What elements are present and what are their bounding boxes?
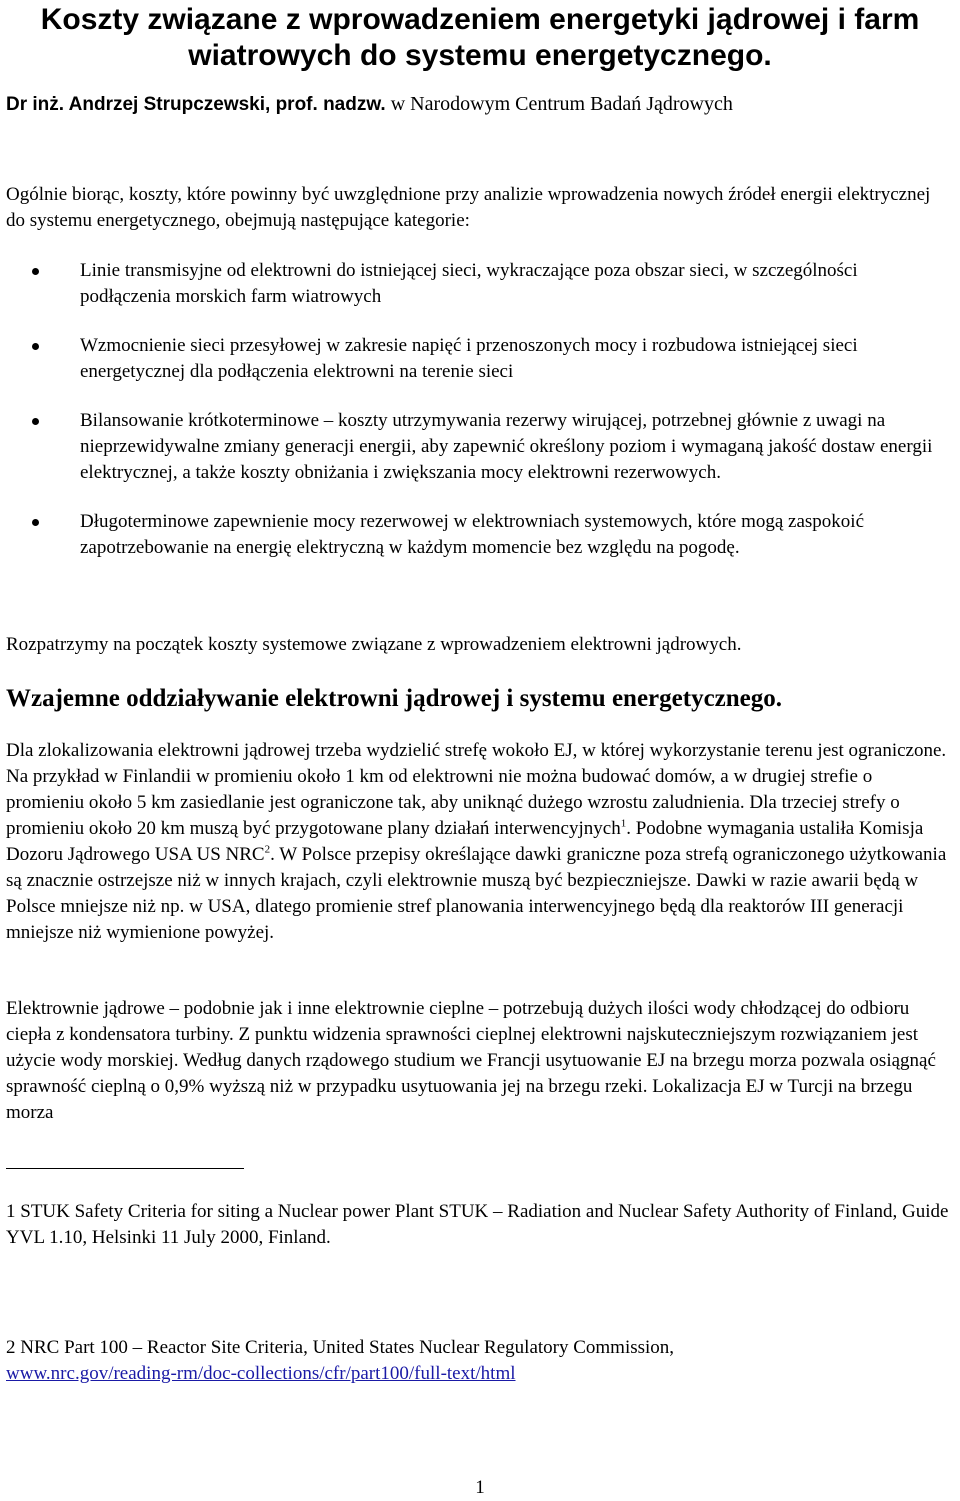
intro-paragraph: Ogólnie biorąc, koszty, które powinny być uwzględnione przy analizie wprowadzenia nowych źródeł energii elektrycznej do systemu energetycznego, obejmują następujące kategorie: [6,184,931,231]
author-affiliation: w Narodowym Centrum Badań Jądrowych [385,93,733,115]
author-line [6,92,733,117]
page-number: 1 [475,1477,485,1498]
list-item [0,333,950,385]
footnote-ref-1[interactable]: 1 [620,817,627,830]
paragraph-text: . W Polsce przepisy określające dawki graniczne poza strefą ograniczonego użytkowania są znacznie ostrzejsze niż w innych krajach, czyli elektrownie muszą być bezpieczniejsze. Dawki w razie awarii będą w Polsce mniejsze niż np. w USA, dlatego promienie stref planowania interwencyjnego będą dla reaktorów III generacji mniejsze niż wymienione powyżej. [6,844,947,943]
list-item [0,509,950,561]
bullet-icon [32,418,39,425]
footnote-divider [6,1168,244,1169]
list-item-text: Długoterminowe zapewnienie mocy rezerwowej w elektrowniach systemowych, które mogą zaspokoić zapotrzebowanie na energię elektryczną w każdym momencie bez względu na pogodę. [80,511,865,558]
list-item [0,258,950,310]
paragraph-text: . Podobne wymagania ustaliła Komisja Dozoru Jądrowego USA US NRC [6,818,924,865]
list-item-text: Wzmocnienie sieci przesyłowej w zakresie napięć i przenoszonych mocy i rozbudowa istniejącej sieci energetycznej dla podłączenia elektrowni na terenie sieci [80,335,858,382]
list-item-text: Linie transmisyjne od elektrowni do istniejącej sieci, wykraczające poza obszar sieci, w szczególności podłączenia morskich farm wiatrowych [80,260,858,307]
bullet-icon [32,268,39,275]
list-item [0,408,950,486]
footnote-1: 1 STUK Safety Criteria for siting a Nuclear power Plant STUK – Radiation and Nuclear Safety Authority of Finland, Guide YVL 1.10, Helsinki 11 July 2000, Finland. [6,1201,949,1248]
paragraph-text: Dla zlokalizowania elektrowni jądrowej trzeba wydzielić strefę wokoło EJ, w której wykorzystanie terenu jest ograniczone. Na przykład w Finlandii w promieniu około 1 km od elektrowni nie można budować domów, a w drugiej strefie o promieniu około 5 km zasiedlanie jest ograniczone tak, aby uniknąć dużego wzrostu zaludnienia. Dla trzeciej strefy o promieniu około 20 km muszą być przygotowane plany działań interwencyjnych [6,740,947,839]
nrc-link[interactable]: www.nrc.gov/reading-rm/doc-collections/cfr/part100/full-text/html [6,1363,516,1384]
section-heading: Wzajemne oddziaływanie elektrowni jądrowej i systemu energetycznego. [6,685,783,712]
section-paragraph-1 [6,738,954,946]
cost-category-list [0,258,960,584]
bullet-icon [32,519,39,526]
footnote-ref-2[interactable]: 2 [264,843,271,856]
bullet-icon [32,343,39,350]
author-name: Dr inż. Andrzej Strupczewski, prof. nadzw. [6,94,386,115]
list-item-text: Bilansowanie krótkoterminowe – koszty utrzymywania rezerwy wirującej, potrzebnej głównie z uwagi na nieprzewidywalne zmiany generacji energii, aby zapewnić określony poziom i wymaganą jakość dostaw energii elektrycznej, a także koszty obniżania i zwiększania mocy elektrowni rezerwowych. [80,410,933,483]
document-title: Koszty związane z wprowadzeniem energetyki jądrowej i farm wiatrowych do systemu energetycznego. [40,3,920,72]
footnote-2 [6,1335,954,1387]
footnote-2-text: 2 NRC Part 100 – Reactor Site Criteria, United States Nuclear Regulatory Commission, [6,1337,675,1358]
summary-paragraph: Rozpatrzymy na początek koszty systemowe związane z wprowadzeniem elektrowni jądrowych. [6,634,742,655]
section-paragraph-2: Elektrownie jądrowe – podobnie jak i inne elektrownie cieplne – potrzebują dużych ilości wody chłodzącej do odbioru ciepła z kondensatora turbiny. Z punktu widzenia sprawności cieplnej elektrowni najskuteczniejszym rozwiązaniem jest użycie wody morskiej. Według danych rządowego studium we Francji usytuowanie EJ na brzegu morza pozwala osiągnąć sprawność cieplną o 0,9% wyższą niż w przypadku usytuowania jej na brzegu rzeki. Lokalizacja EJ w Turcji na brzegu morza [6,998,936,1123]
